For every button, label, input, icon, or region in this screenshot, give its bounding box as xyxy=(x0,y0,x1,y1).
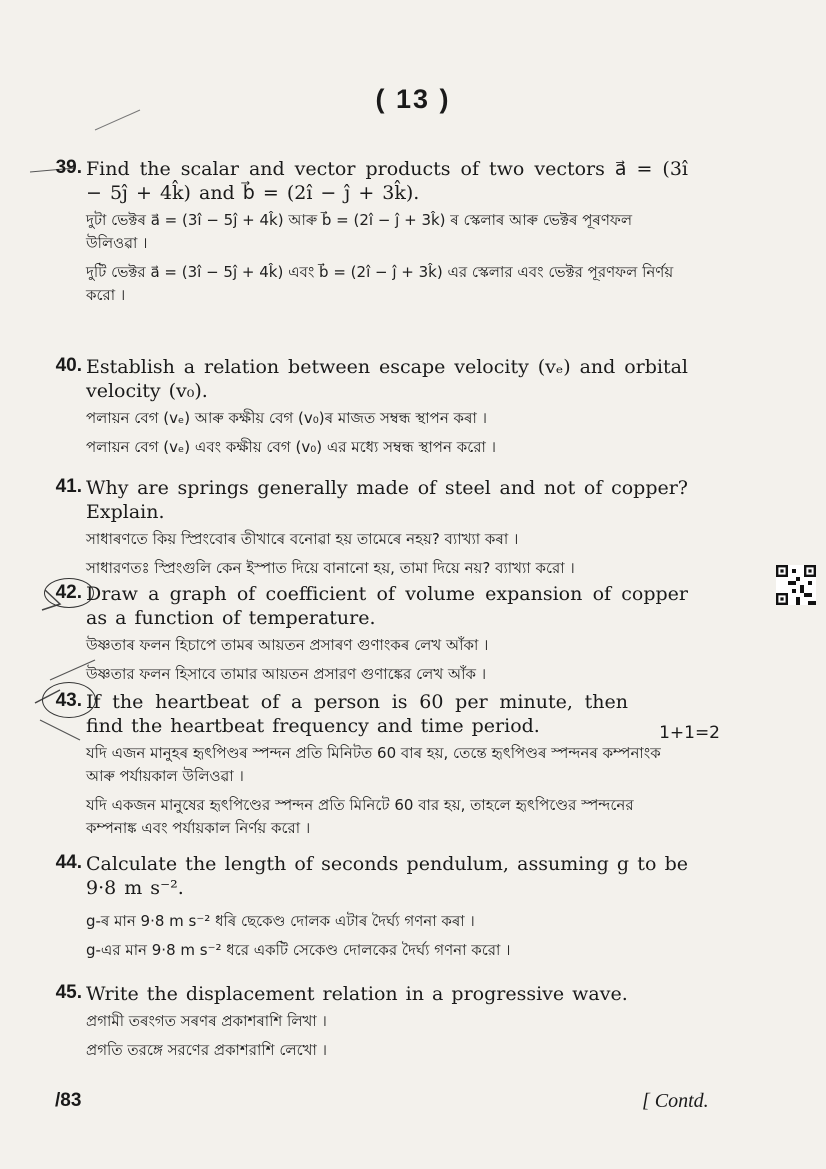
question-number: 41. xyxy=(55,476,82,497)
question-44 xyxy=(38,852,688,962)
continued-label: [ Contd. xyxy=(642,1090,709,1112)
question-number: 40. xyxy=(55,355,82,376)
question-41 xyxy=(38,476,688,580)
question-42 xyxy=(38,582,688,686)
question-text-bengali: পলায়ন বেগ (vₑ) এবং কক্ষীয় বেগ (v₀) এর মধ্যে সম্বন্ধ স্থাপন করো । xyxy=(86,438,496,456)
page-number: ( 13 ) xyxy=(375,84,451,114)
question-number: 44. xyxy=(55,852,82,873)
question-text-english: Establish a relation between escape velocity (vₑ) and orbital velocity (v₀). xyxy=(86,356,688,402)
question-number: 45. xyxy=(55,982,82,1003)
question-text-english: Draw a graph of coefficient of volume expansion of copper as a function of temperature. xyxy=(86,583,688,629)
paper-code: /83 xyxy=(55,1090,82,1111)
question-text-assamese: যদি এজন মানুহৰ হৃৎপিণ্ডৰ স্পন্দন প্ৰতি মিনিটত 60 বাৰ হয়, তেন্তে হৃৎপিণ্ডৰ স্পন্দনৰ কম্পনাংক আৰু পৰ্যায়কাল উলিওৱা । xyxy=(86,744,661,785)
question-number: 39. xyxy=(55,157,82,178)
question-text-assamese: প্ৰগামী তৰংগত সৰণৰ প্ৰকাশৰাশি লিখা । xyxy=(86,1012,327,1030)
question-text-english: Calculate the length of seconds pendulum, assuming g to be 9·8 m s⁻². xyxy=(86,853,688,899)
question-text-bengali: উষ্ণতার ফলন হিসাবে তামার আয়তন প্রসারণ গুণাঙ্কের লেখ আঁক । xyxy=(86,665,487,683)
question-40 xyxy=(38,355,688,459)
question-text-assamese: g-ৰ মান 9·8 m s⁻² ধৰি ছেকেণ্ড দোলক এটাৰ দৈৰ্ঘ্য গণনা কৰা । xyxy=(86,912,475,930)
question-text-bengali: দুটি ভেক্টর a⃗ = (3î − 5ĵ + 4k̂) এবং b⃗ = (2î − ĵ + 3k̂) এর স্কেলার এবং ভেক্টর পূরণফল নির্ণয় করো । xyxy=(86,263,674,304)
question-45 xyxy=(38,982,688,1062)
qr-code-icon xyxy=(776,565,816,605)
question-text-assamese: পলায়ন বেগ (vₑ) আৰু কক্ষীয় বেগ (v₀)ৰ মাজত সম্বন্ধ স্থাপন কৰা । xyxy=(86,409,487,427)
question-text-english: If the heartbeat of a person is 60 per minute, then find the heartbeat frequency and time period. xyxy=(86,691,628,737)
question-43 xyxy=(38,690,720,840)
marks-label: 1+1=2 xyxy=(659,723,720,743)
question-text-bengali: g-এর মান 9·8 m s⁻² ধরে একটি সেকেণ্ড দোলকের দৈর্ঘ্য গণনা করো । xyxy=(86,941,511,959)
question-text-english: Why are springs generally made of steel and not of copper? Explain. xyxy=(86,477,688,523)
question-text-assamese: সাধাৰণতে কিয় স্প্ৰিংবোৰ তীখাৰে বনোৱা হয় তামেৰে নহয়? ব্যাখ্যা কৰা । xyxy=(86,530,519,548)
question-text-bengali: সাধারণতঃ স্প্রিংগুলি কেন ইস্পাত দিয়ে বানানো হয়, তামা দিয়ে নয়? ব্যাখ্যা করো । xyxy=(86,559,575,577)
question-number: 42. xyxy=(55,582,82,603)
question-text-english: Write the displacement relation in a progressive wave. xyxy=(86,983,628,1005)
question-text-english: Find the scalar and vector products of two vectors a⃗ = (3î − 5ĵ + 4k̂) and b⃗ = (2î − ĵ + 3k̂). xyxy=(86,158,688,204)
question-39 xyxy=(38,157,688,307)
question-text-assamese: উষ্ণতাৰ ফলন হিচাপে তামৰ আয়তন প্ৰসাৰণ গুণাংকৰ লেখ আঁকা । xyxy=(86,636,489,654)
question-text-assamese: দুটা ভেক্টৰ a⃗ = (3î − 5ĵ + 4k̂) আৰু b⃗ = (2î − ĵ + 3k̂) ৰ স্কেলাৰ আৰু ভেক্টৰ পূৰণফল উলিওৱা । xyxy=(86,211,633,252)
question-text-bengali: যদি একজন মানুষের হৃৎপিণ্ডের স্পন্দন প্রতি মিনিটে 60 বার হয়, তাহলে হৃৎপিণ্ডের স্পন্দনের কম্পনাঙ্ক এবং পর্যায়কাল নির্ণয় করো । xyxy=(86,796,634,837)
question-text-bengali: প্রগতি তরঙ্গে সরণের প্রকাশরাশি লেখো । xyxy=(86,1041,327,1059)
question-number: 43. xyxy=(55,690,82,711)
